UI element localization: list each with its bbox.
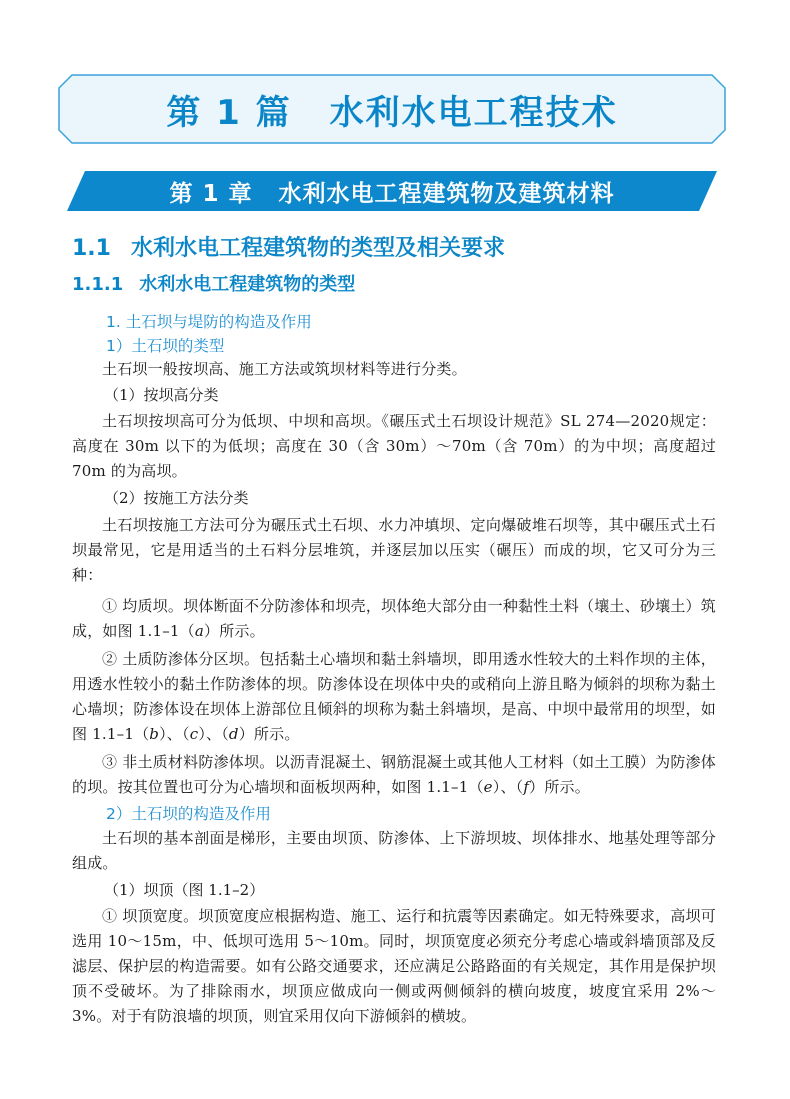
paragraph-non-soil-dam: [72, 750, 716, 800]
chapter-name: 水利水电工程建筑物及建筑材料: [278, 180, 615, 207]
item-by-method: （2）按施工方法分类: [104, 489, 249, 507]
paragraph-profile: 土石坝的基本剖面是梯形，主要由坝顶、防渗体、上下游坝坡、坝体排水、地基处理等部分组成。: [72, 829, 716, 872]
part-banner: [58, 74, 726, 144]
heading-dam-structure: 2）土石坝的构造及作用: [106, 805, 271, 823]
text-after: ）所示。: [204, 622, 265, 640]
part-number: 第 1 篇: [166, 92, 292, 133]
item-dam-crest: （1）坝顶（图 1.1–2）: [104, 881, 265, 899]
heading-earth-rock-dam: 1. 土石坝与堤防的构造及作用: [106, 313, 312, 331]
section-title: 水利水电工程建筑物的类型及相关要求: [130, 236, 505, 261]
text-mid: ）、（: [159, 725, 190, 743]
figure-ref-d: d: [228, 725, 239, 743]
subsection-heading: [72, 270, 355, 296]
chapter-bar: [67, 171, 717, 211]
figure-ref-e: e: [483, 778, 493, 796]
figure-ref-b: b: [149, 725, 160, 743]
text-mid: ）、（: [492, 778, 524, 796]
figure-ref-c: c: [189, 725, 199, 743]
text-before: ③ 非土质材料防渗体坝。以沥青混凝土、钢筋混凝土或其他人工材料（如土工膜）为防渗体的坝。按其位置也可分为心墙坝和面板坝两种，如图 1.1–1（: [72, 753, 716, 796]
part-name: 水利水电工程技术: [329, 92, 618, 133]
paragraph-crest-width: ① 坝顶宽度。坝顶宽度应根据构造、施工、运行和抗震等因素确定。如无特殊要求，高坝可选用 10～15m，中、低坝可选用 5～10m。同时，坝顶宽度必须充分考虑心墙或斜墙顶部及反滤层、保护层的构造需要。如有公路交通要求，还应满足公路路面的有关规定，其作用是保护坝顶不受破坏。为了排除雨水，坝顶应做成向一侧或两侧倾斜的横向坡度，坡度宜采用 2%～3%。对于有防浪墙的坝顶，则宜采用仅向下游倾斜的横坡。: [72, 907, 716, 1025]
text-after: ）所示。: [238, 725, 300, 743]
chapter-title: [67, 171, 717, 211]
paragraph-method: 土石坝按施工方法可分为碾压式土石坝、水力冲填坝、定向爆破堆石坝等，其中碾压式土石坝最常见，它是用适当的土石料分层堆筑，并逐层加以压实（碾压）而成的坝，它又可分为三种：: [72, 516, 716, 584]
paragraph-classification: 土石坝一般按坝高、施工方法或筑坝材料等进行分类。: [102, 360, 467, 378]
subsection-title: 水利水电工程建筑物的类型: [139, 274, 356, 295]
text-mid: ）、（: [198, 725, 229, 743]
text-after: ）所示。: [529, 778, 590, 796]
figure-ref-a: a: [194, 622, 205, 640]
heading-dam-types: 1）土石坝的类型: [106, 337, 225, 355]
part-title: [58, 74, 726, 144]
paragraph-height: 土石坝按坝高可分为低坝、中坝和高坝。《碾压式土石坝设计规范》SL 274—2020规定：高度在 30m 以下的为低坝；高度在 30（含 30m）～70m（含 70m）的为中坝；高度超过 70m 的为高坝。: [72, 412, 716, 480]
subsection-number: 1.1.1: [72, 274, 124, 295]
section-number: 1.1: [72, 236, 111, 261]
text-before: ① 均质坝。坝体断面不分防渗体和坝壳，坝体绝大部分由一种黏性土料（壤土、砂壤土）筑成，如图 1.1–1（: [72, 597, 716, 640]
paragraph-zoned-dam: [72, 647, 716, 747]
section-heading: [72, 231, 505, 262]
chapter-number: 第 1 章: [169, 180, 253, 207]
figure-ref-f: f: [523, 778, 530, 796]
item-by-height: （1）按坝高分类: [104, 386, 219, 404]
paragraph-homogeneous-dam: [72, 594, 716, 644]
text-before: ② 土质防渗体分区坝。包括黏土心墙坝和黏土斜墙坝，即用透水性较大的土料作坝的主体，用透水性较小的黏土作防渗体的坝。防渗体设在坝体中央的或稍向上游且略为倾斜的坝称为黏土心墙坝；防渗体设在坝体上游部位且倾斜的坝称为黏土斜墙坝，是高、中坝中最常用的坝型，如图 1.1–1（: [72, 650, 716, 743]
